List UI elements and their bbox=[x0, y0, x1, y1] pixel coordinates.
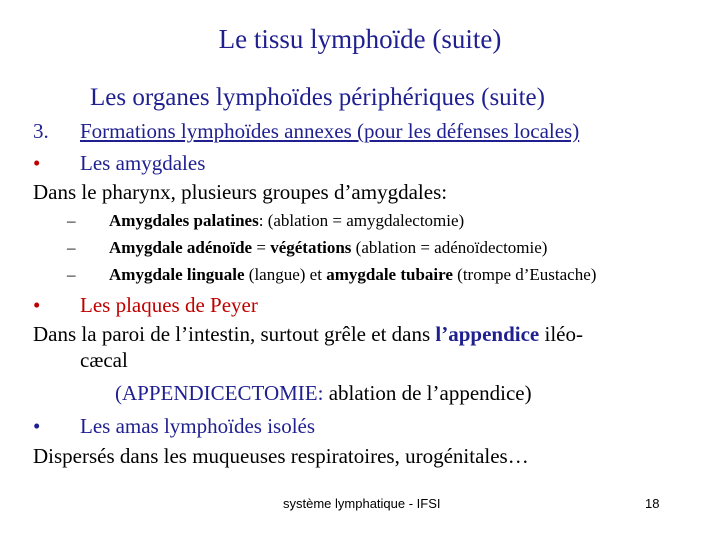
footer-text: système lymphatique - IFSI bbox=[283, 496, 441, 511]
amas-text: Dispersés dans les muqueuses respiratoires, urogénitales… bbox=[33, 444, 529, 468]
dash: – bbox=[67, 211, 76, 230]
section-3-heading: Formations lymphoïdes annexes (pour les défenses locales) bbox=[80, 119, 580, 143]
list-item-text: Amygdales palatines: (ablation = amygdalectomie) bbox=[109, 211, 465, 230]
dash: – bbox=[67, 265, 76, 284]
list-item-text: Amygdale adénoïde = végétations (ablation = adénoïdectomie) bbox=[109, 238, 548, 257]
bullet: • bbox=[33, 151, 41, 175]
amygdales-heading: Les amygdales bbox=[80, 151, 206, 175]
bullet: • bbox=[33, 414, 41, 438]
page-number: 18 bbox=[645, 496, 660, 511]
slide-subtitle: Les organes lymphoïdes périphériques (suite) bbox=[90, 84, 545, 111]
amygdales-intro: Dans le pharynx, plusieurs groupes d’amygdales: bbox=[33, 180, 448, 204]
bullet: • bbox=[33, 293, 41, 317]
dash: – bbox=[67, 238, 76, 257]
peyer-text-cont: cæcal bbox=[80, 348, 128, 372]
peyer-heading: Les plaques de Peyer bbox=[80, 293, 258, 317]
appendicectomie-note: (APPENDICECTOMIE: ablation de l’appendice) bbox=[115, 381, 532, 405]
slide-title: Le tissu lymphoïde (suite) bbox=[218, 24, 502, 54]
peyer-text: Dans la paroi de l’intestin, surtout grêle et dans l’appendice iléo- bbox=[33, 322, 583, 346]
amas-heading: Les amas lymphoïdes isolés bbox=[80, 414, 316, 438]
list-item-text: Amygdale linguale (langue) et amygdale tubaire (trompe d’Eustache) bbox=[109, 265, 597, 284]
section-3-marker: 3. bbox=[33, 119, 49, 143]
